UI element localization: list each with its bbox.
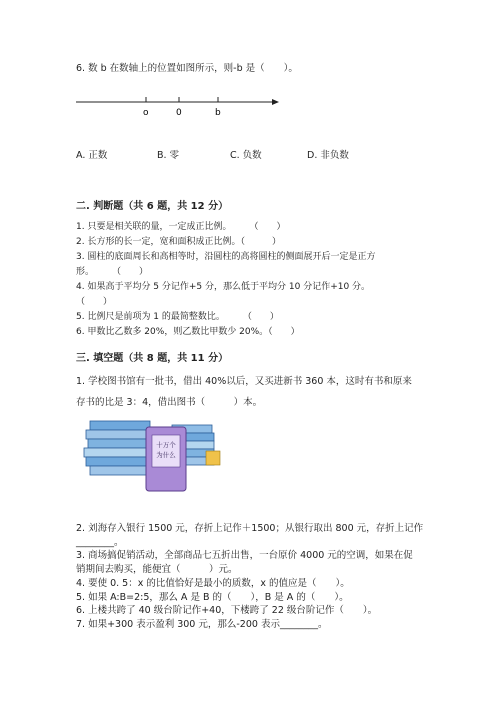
judge-line: （ ） <box>76 297 113 307</box>
judge-line: 3. 圆柱的底面周长和高相等时，沿圆柱的高将圆柱的侧面展开后一定是正方 <box>76 252 376 262</box>
fill-line: 2. 刘海存入银行 1500 元，存折上记作＋1500；从银行取出 800 元，存折上记作 <box>76 523 424 534</box>
judge-line: 2. 长方形的长一定，宽和面积成正比例。（ ） <box>76 237 281 247</box>
judge-line: 1. 只要是相关联的量，一定成正比例。 （ ） <box>76 222 286 232</box>
label-0: 0 <box>176 108 182 118</box>
fill-line: 销期间去购买，能便宜（ ）元。 <box>76 564 238 575</box>
option-c: C. 负数 <box>230 150 262 161</box>
book-stack-back <box>84 421 150 475</box>
books-illustration <box>76 413 226 495</box>
option-d: D. 非负数 <box>307 150 349 161</box>
option-a: A. 正数 <box>76 150 108 161</box>
section-heading-judge: 二. 判断题（共 6 题，共 12 分） <box>76 201 229 212</box>
number-line-figure <box>76 92 282 120</box>
book-title-line1: 十万个 <box>156 441 176 449</box>
fill-line: ________。 <box>76 537 124 548</box>
front-book <box>146 427 186 491</box>
option-b: B. 零 <box>157 150 180 161</box>
fill-line: 5. 如果 A:B=2:5，那么 A 是 B 的（ ），B 是 A 的（ ）。 <box>76 592 349 603</box>
fill-line: 7. 如果+300 表示盈利 300 元，那么-200 表示________。 <box>76 619 328 630</box>
judge-line: 6. 甲数比乙数多 20%，则乙数比甲数少 20%。（ ） <box>76 327 300 337</box>
fill-line: 6. 上楼共跨了 40 级台阶记作+40，下楼跨了 22 级台阶记作（ ）。 <box>76 605 378 616</box>
fill-line: 4. 要使 0. 5：x 的比值恰好是最小的质数，x 的值应是（ ）。 <box>76 578 350 589</box>
label-o: o <box>143 108 149 118</box>
fill-q1-line1: 1. 学校图书馆有一批书，借出 40%以后，又买进新书 360 本，这时有书和原来 <box>76 376 412 387</box>
judge-line: 形。 （ ） <box>76 267 149 277</box>
book-title-line2: 为什么 <box>156 451 176 459</box>
q6-stem: 6. 数 b 在数轴上的位置如图所示，则-b 是（ ）。 <box>76 63 298 74</box>
section-heading-fill: 三. 填空题（共 8 题，共 11 分） <box>76 353 229 364</box>
fill-q1-line2: 存书的比是 3：4，借出图书（ ）本。 <box>76 397 263 408</box>
fill-line: 3. 商场搞促销活动，全部商品七五折出售，一台原价 4000 元的空调，如果在促 <box>76 550 413 561</box>
number-line-arrowhead <box>272 99 279 105</box>
judge-line: 4. 如果高于平均分 5 分记作+5 分，那么低于平均分 10 分记作+10 分。 <box>76 282 371 292</box>
label-b: b <box>215 108 221 118</box>
judge-line: 5. 比例尺是前项为 1 的最简整数比。 （ ） <box>76 312 279 322</box>
